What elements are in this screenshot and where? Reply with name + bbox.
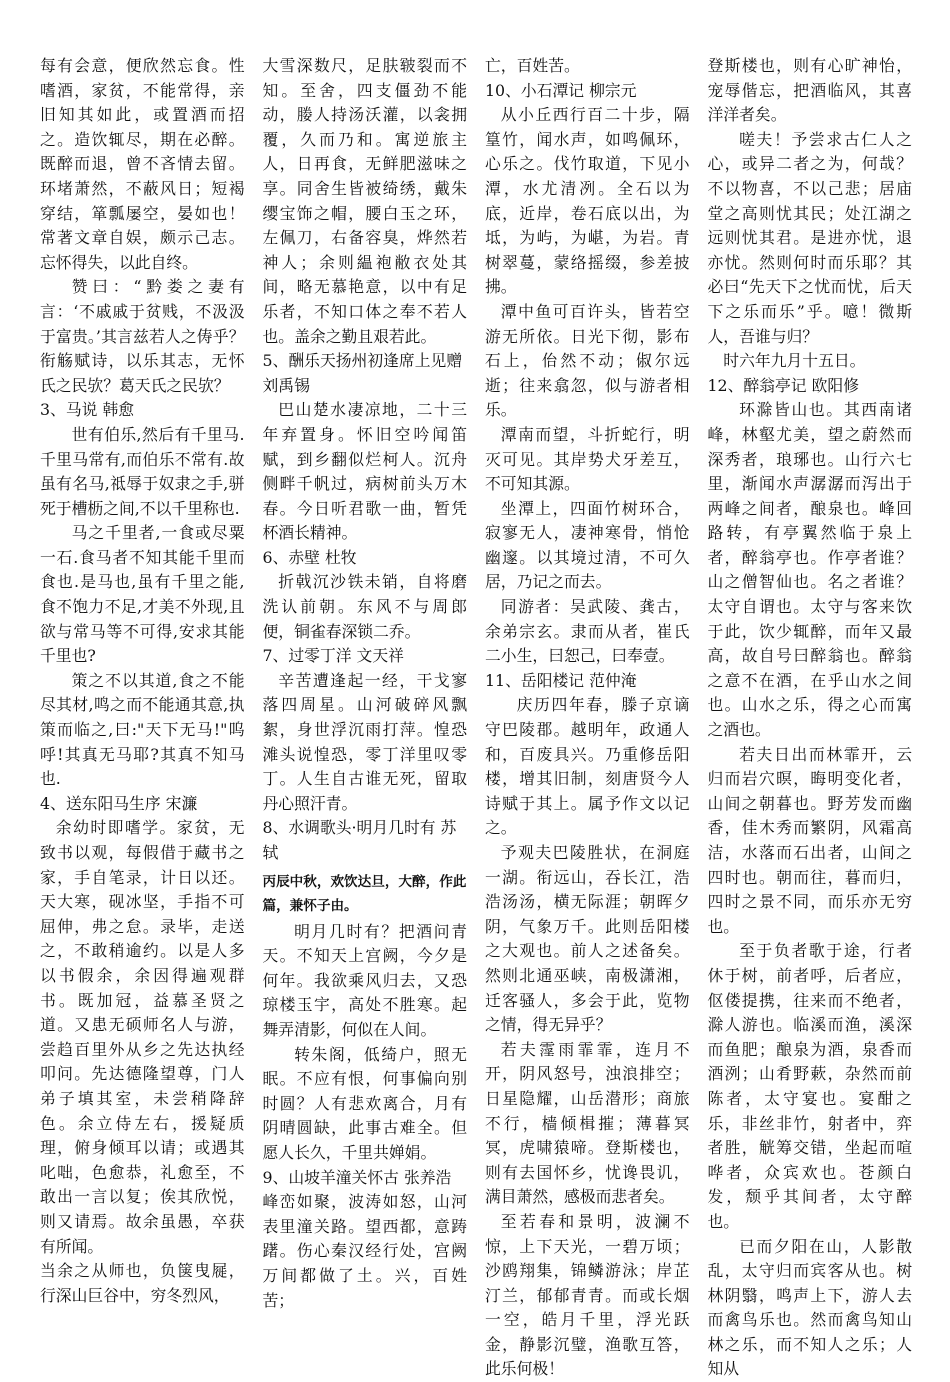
text-paragraph: 同游者：吴武陵、龚古，余弟宗玄。隶而从者，崔氏二小生，曰恕己，曰奉壹。: [485, 595, 690, 669]
text-paragraph: 余幼时即嗜学。家贫，无致书以观，每假借于藏书之家，手自笔录，计日以还。天大寒，砚冰坚，手指不可屈伸，弗之怠。录毕，走送之，不敢稍逾约。以是人多以书假余，余因得遍观群书。既加冠，益慕圣贤之道。又患无硕师名人与游，尝趋百里外从乡之先达执经叩问。先达德隆望尊，门人弟子填其室，未尝稍降辞色。余立侍左右，援疑质理，俯身倾耳以请；或遇其叱咄，色愈恭，礼愈至，不敢出一言以复；俟其欣悦，则又请焉。故余虽愚，卒获有所闻。: [40, 816, 245, 1259]
text-paragraph: 已而夕阳在山，人影散乱，太守归而宾客从也。树林阴翳，鸣声上下，游人去而禽鸟乐也。然而禽鸟知山林之乐，而不知人之乐；人知从: [708, 1235, 913, 1382]
section-heading: 7、过零丁洋 文天祥: [263, 644, 468, 669]
poem-preface: 丙辰中秋，欢饮达旦，大醉，作此篇，兼怀子由。: [263, 870, 468, 918]
text-paragraph: 从小丘西行百二十步，隔篁竹，闻水声，如鸣佩环，心乐之。伐竹取道，下见小潭，水尤清冽。全石以为底，近岸，卷石底以出，为坻，为屿，为嵁，为岩。青树翠蔓，蒙络摇缀，参差披拂。: [485, 103, 690, 300]
document-page: [40, 54, 912, 1334]
text-paragraph: 巴山楚水凄凉地，二十三年弃置身。怀旧空吟闻笛赋，到乡翻似烂柯人。沉舟侧畔千帆过，病树前头万木春。今日听君歌一曲，暂凭杯酒长精神。: [263, 398, 468, 546]
section-heading: 3、马说 韩愈: [40, 398, 245, 423]
text-paragraph: 时六年九月十五日。: [708, 349, 913, 374]
text-paragraph: 辛苦遭逢起一经，干戈寥落四周星。山河破碎风飘絮，身世浮沉雨打萍。惶恐滩头说惶恐，零丁洋里叹零丁。人生自古谁无死，留取丹心照汗青。: [263, 669, 468, 817]
text-paragraph: 明月几时有？把酒问青天。不知天上宫阙，今夕是何年。我欲乘风归去，又恐琼楼玉宇，高处不胜寒。起舞弄清影，何似在人间。: [263, 920, 468, 1043]
text-paragraph: 当余之从师也，负箧曳屣，行深山巨谷中，穷冬烈风，: [40, 1259, 245, 1308]
text-paragraph: 大雪深数尺，足肤皲裂而不知。至舍，四支僵劲不能动，媵人持汤沃灌，以衾拥覆，久而乃和。寓逆旅主人，日再食，无鲜肥滋味之享。同舍生皆被绮绣，戴朱缨宝饰之帽，腰白玉之环，左佩刀，右备容臭，烨然若神人；余则緼袍敝衣处其间，略无慕艳意，以中有足乐者，不知口体之奉不若人也。盖余之勤且艰若此。: [263, 54, 468, 349]
section-heading: 5、酬乐天扬州初逢席上见赠 刘禹锡: [263, 349, 468, 398]
text-paragraph: 赞曰：“黔娄之妻有言：‘不戚戚于贫贱，不汲汲于富贵。’其言兹若人之俦乎？衔觞赋诗，以乐其志，无怀氏之民欤？葛天氏之民欤？: [40, 275, 245, 398]
section-heading: 10、小石潭记 柳宗元: [485, 79, 690, 104]
text-paragraph: 马之千里者,一食或尽粟一石.食马者不知其能千里而食也.是马也,虽有千里之能,食不饱力不足,才美不外现,且欲与常马等不可得,安求其能千里也?: [40, 521, 245, 669]
section-heading: 4、送东阳马生序 宋濂: [40, 792, 245, 817]
text-paragraph: 若夫日出而林霏开，云归而岩穴暝，晦明变化者，山间之朝暮也。野芳发而幽香，佳木秀而繁阴，风霜高洁，水落而石出者，山间之四时也。朝而往，暮而归，四时之景不同，而乐亦无穷也。: [708, 743, 913, 940]
text-paragraph: 世有伯乐,然后有千里马.千里马常有,而伯乐不常有.故虽有名马,祗辱于奴隶之手,骈死于槽枥之间,不以千里称也.: [40, 423, 245, 521]
text-column-1: [40, 54, 245, 1334]
text-paragraph: 环滁皆山也。其西南诸峰，林壑尤美，望之蔚然而深秀者，琅琊也。山行六七里，渐闻水声潺潺而泻出于两峰之间者，酿泉也。峰回路转，有亭翼然临于泉上者，醉翁亭也。作亭者谁？山之僧智仙也。名之者谁？太守自谓也。太守与客来饮于此，饮少辄醉，而年又最高，故自号曰醉翁也。醉翁之意不在酒，在乎山水之间也。山水之乐，得之心而寓之酒也。: [708, 398, 913, 742]
text-paragraph: 潭中鱼可百许头，皆若空游无所依。日光下彻，影布石上，佁然不动；俶尔远逝；往来翕忽，似与游者相乐。: [485, 300, 690, 423]
text-column-2: [263, 54, 468, 1334]
text-paragraph: 坐潭上，四面竹树环合，寂寥无人，凄神寒骨，悄怆幽邃。以其境过清，不可久居，乃记之而去。: [485, 497, 690, 595]
text-paragraph: 予观夫巴陵胜状，在洞庭一湖。衔远山，吞长江，浩浩汤汤，横无际涯；朝晖夕阴，气象万千。此则岳阳楼之大观也。前人之述备矣。然则北通巫峡，南极潇湘，迁客骚人，多会于此，览物之情，得无异乎？: [485, 841, 690, 1038]
section-heading: 6、赤壁 杜牧: [263, 546, 468, 571]
section-heading: 8、水调歌头·明月几时有 苏轼: [263, 816, 468, 865]
text-paragraph: 转朱阁，低绮户，照无眠。不应有恨，何事偏向别时圆？人有悲欢离合，月有阴晴圆缺，此事古难全。但愿人长久，千里共婵娟。: [263, 1043, 468, 1166]
text-paragraph: 至若春和景明，波澜不惊，上下天光，一碧万顷；沙鸥翔集，锦鳞游泳；岸芷汀兰，郁郁青青。而或长烟一空，皓月千里，浮光跃金，静影沉璧，渔歌互答，此乐何极！: [485, 1210, 690, 1382]
text-paragraph: 庆历四年春，滕子京谪守巴陵郡。越明年，政通人和，百废具兴。乃重修岳阳楼，增其旧制，刻唐贤今人诗赋于其上。属予作文以记之。: [485, 693, 690, 841]
text-paragraph: 亡，百姓苦。: [485, 54, 690, 79]
text-paragraph: 每有会意，便欣然忘食。性嗜酒，家贫，不能常得，亲旧知其如此，或置酒而招之。造饮辄尽，期在必醉。既醉而退，曾不吝情去留。环堵萧然，不蔽风日；短褐穿结，箪瓢屡空，晏如也！常著文章自娱，颇示己志。忘怀得失，以此自终。: [40, 54, 245, 275]
text-paragraph: 峰峦如聚，波涛如怒，山河表里潼关路。望西都，意踌躇。伤心秦汉经行处，宫阙万间都做了土。兴，百姓苦；: [263, 1190, 468, 1313]
text-paragraph: 策之不以其道,食之不能尽其材,鸣之而不能通其意,执策而临之,曰:"天下无马!"呜呼!其真无马耶?其真不知马也.: [40, 669, 245, 792]
text-column-3: [485, 54, 690, 1334]
text-column-4: [708, 54, 913, 1334]
text-paragraph: 若夫霪雨霏霏，连月不开，阴风怒号，浊浪排空；日星隐耀，山岳潜形；商旅不行，樯倾楫摧；薄暮冥冥，虎啸猿啼。登斯楼也，则有去国怀乡，忧谗畏讥，满目萧然，感极而悲者矣。: [485, 1038, 690, 1210]
text-paragraph: 嗟夫！予尝求古仁人之心，或异二者之为，何哉？不以物喜，不以己悲；居庙堂之高则忧其民；处江湖之远则忧其君。是进亦忧，退亦忧。然则何时而乐耶？其必曰“先天下之忧而忧，后天下之乐而乐”乎。噫！微斯人，吾谁与归？: [708, 128, 913, 349]
text-paragraph: 登斯楼也，则有心旷神怡，宠辱偕忘，把酒临风，其喜洋洋者矣。: [708, 54, 913, 128]
section-heading: 9、山坡羊潼关怀古 张养浩: [263, 1166, 468, 1191]
text-paragraph: 潭南而望，斗折蛇行，明灭可见。其岸势犬牙差互，不可知其源。: [485, 423, 690, 497]
section-heading: 11、岳阳楼记 范仲淹: [485, 669, 690, 694]
section-heading: 12、醉翁亭记 欧阳修: [708, 374, 913, 399]
text-paragraph: 至于负者歌于途，行者休于树，前者呼，后者应，伛偻提携，往来而不绝者，滁人游也。临溪而渔，溪深而鱼肥；酿泉为酒，泉香而酒洌；山肴野蔌，杂然而前陈者，太守宴也。宴酣之乐，非丝非竹，射者中，弈者胜，觥筹交错，坐起而喧哗者，众宾欢也。苍颜白发，颓乎其间者，太守醉也。: [708, 939, 913, 1234]
text-paragraph: 折戟沉沙铁未销，自将磨洗认前朝。东风不与周郎便，铜雀春深锁二乔。: [263, 570, 468, 644]
